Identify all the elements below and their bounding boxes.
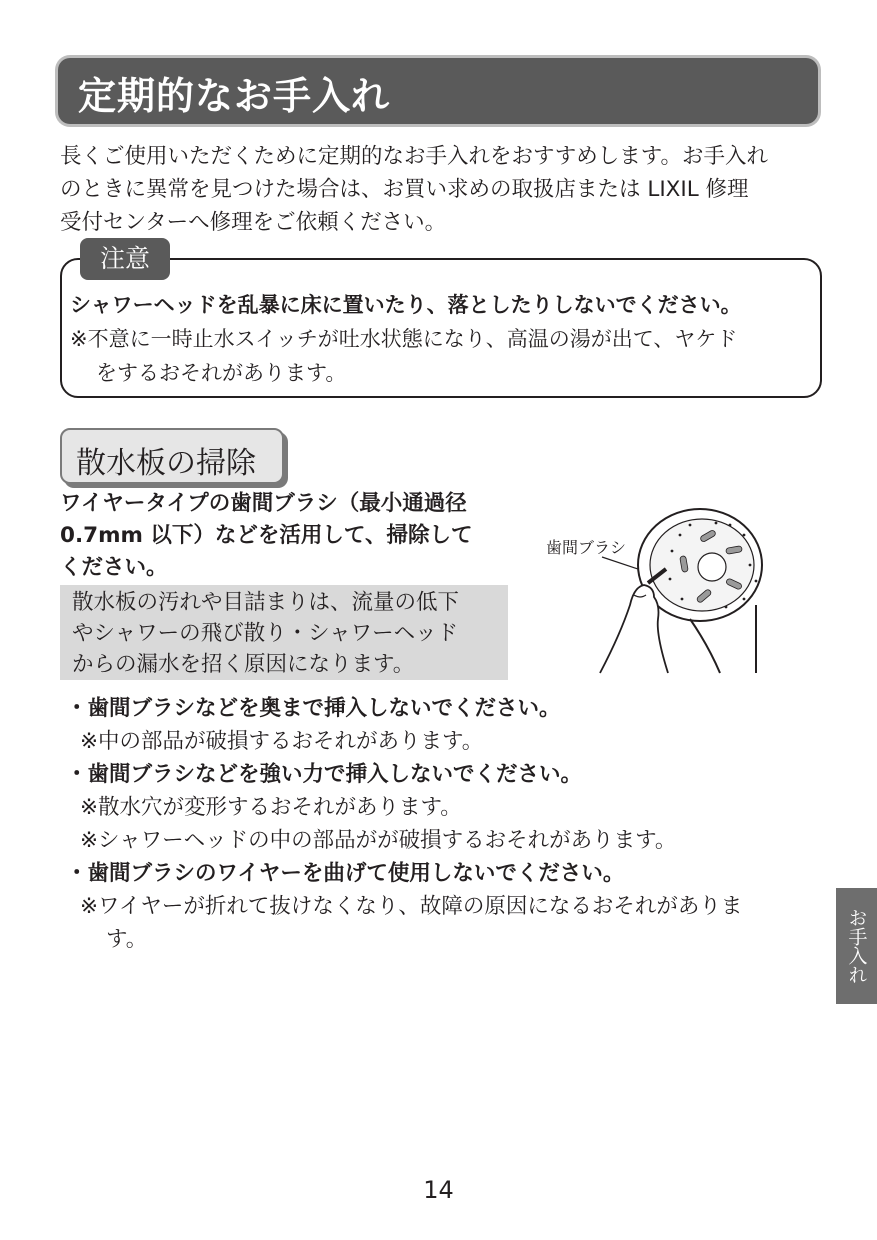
list-item: ・歯間ブラシのワイヤーを曲げて使用しないでください。 xyxy=(66,861,625,886)
note-line: 散水板の汚れや目詰まりは、流量の低下 xyxy=(72,590,460,615)
page-title-bar xyxy=(58,58,818,124)
list-item-note: す。 xyxy=(106,927,148,952)
section-lead xyxy=(60,488,510,584)
section-heading: 散水板の掃除 xyxy=(76,446,256,481)
shower-head-illustration xyxy=(530,495,780,677)
caution-note-cont: をするおそれがあります。 xyxy=(96,361,347,385)
note-line: からの漏水を招く原因になります。 xyxy=(72,652,415,677)
list-item: ・歯間ブラシなどを強い力で挿入しないでください。 xyxy=(66,762,583,787)
precaution-list xyxy=(66,692,742,956)
note-line: やシャワーの飛び散り・シャワーヘッド xyxy=(72,621,459,646)
intro-line: 長くご使用いただくために定期的なお手入れをおすすめします。お手入れ xyxy=(60,144,768,169)
lead-line: ください。 xyxy=(60,555,168,580)
list-item-note: ※シャワーヘッドの中の部品がが破損するおそれがあります。 xyxy=(80,828,677,853)
intro-line: のときに異常を見つけた場合は、お買い求めの取扱店または LIXIL 修理 xyxy=(60,177,749,202)
page-number: 14 xyxy=(423,1176,454,1204)
illustration-label: 歯間ブラシ xyxy=(546,538,627,557)
caution-warning: シャワーヘッドを乱暴に床に置いたり、落としたりしないでください。 xyxy=(70,293,742,317)
caution-note: ※不意に一時止水スイッチが吐水状態になり、高温の湯が出て、ヤケド xyxy=(70,327,738,351)
caution-text xyxy=(70,288,742,390)
side-index-tab[interactable]: お手入れ xyxy=(836,888,877,1004)
caution-tag: 注意 xyxy=(80,238,170,280)
intro-line: 受付センターへ修理をご依頼ください。 xyxy=(60,210,447,235)
section-heading-box xyxy=(60,428,284,484)
page-title: 定期的なお手入れ xyxy=(78,74,391,118)
list-item: ・歯間ブラシなどを奥まで挿入しないでください。 xyxy=(66,696,561,721)
intro-paragraph xyxy=(60,140,830,239)
list-item-note: ※ワイヤーが折れて抜けなくなり、故障の原因になるおそれがありま xyxy=(80,894,743,919)
list-item-note: ※散水穴が変形するおそれがあります。 xyxy=(80,795,462,820)
section-note xyxy=(60,585,508,680)
lead-line: ワイヤータイプの歯間ブラシ（最小通過径 xyxy=(60,491,467,516)
list-item-note: ※中の部品が破損するおそれがあります。 xyxy=(80,729,484,754)
lead-line: 0.7mm 以下）などを活用して、掃除して xyxy=(60,523,473,548)
